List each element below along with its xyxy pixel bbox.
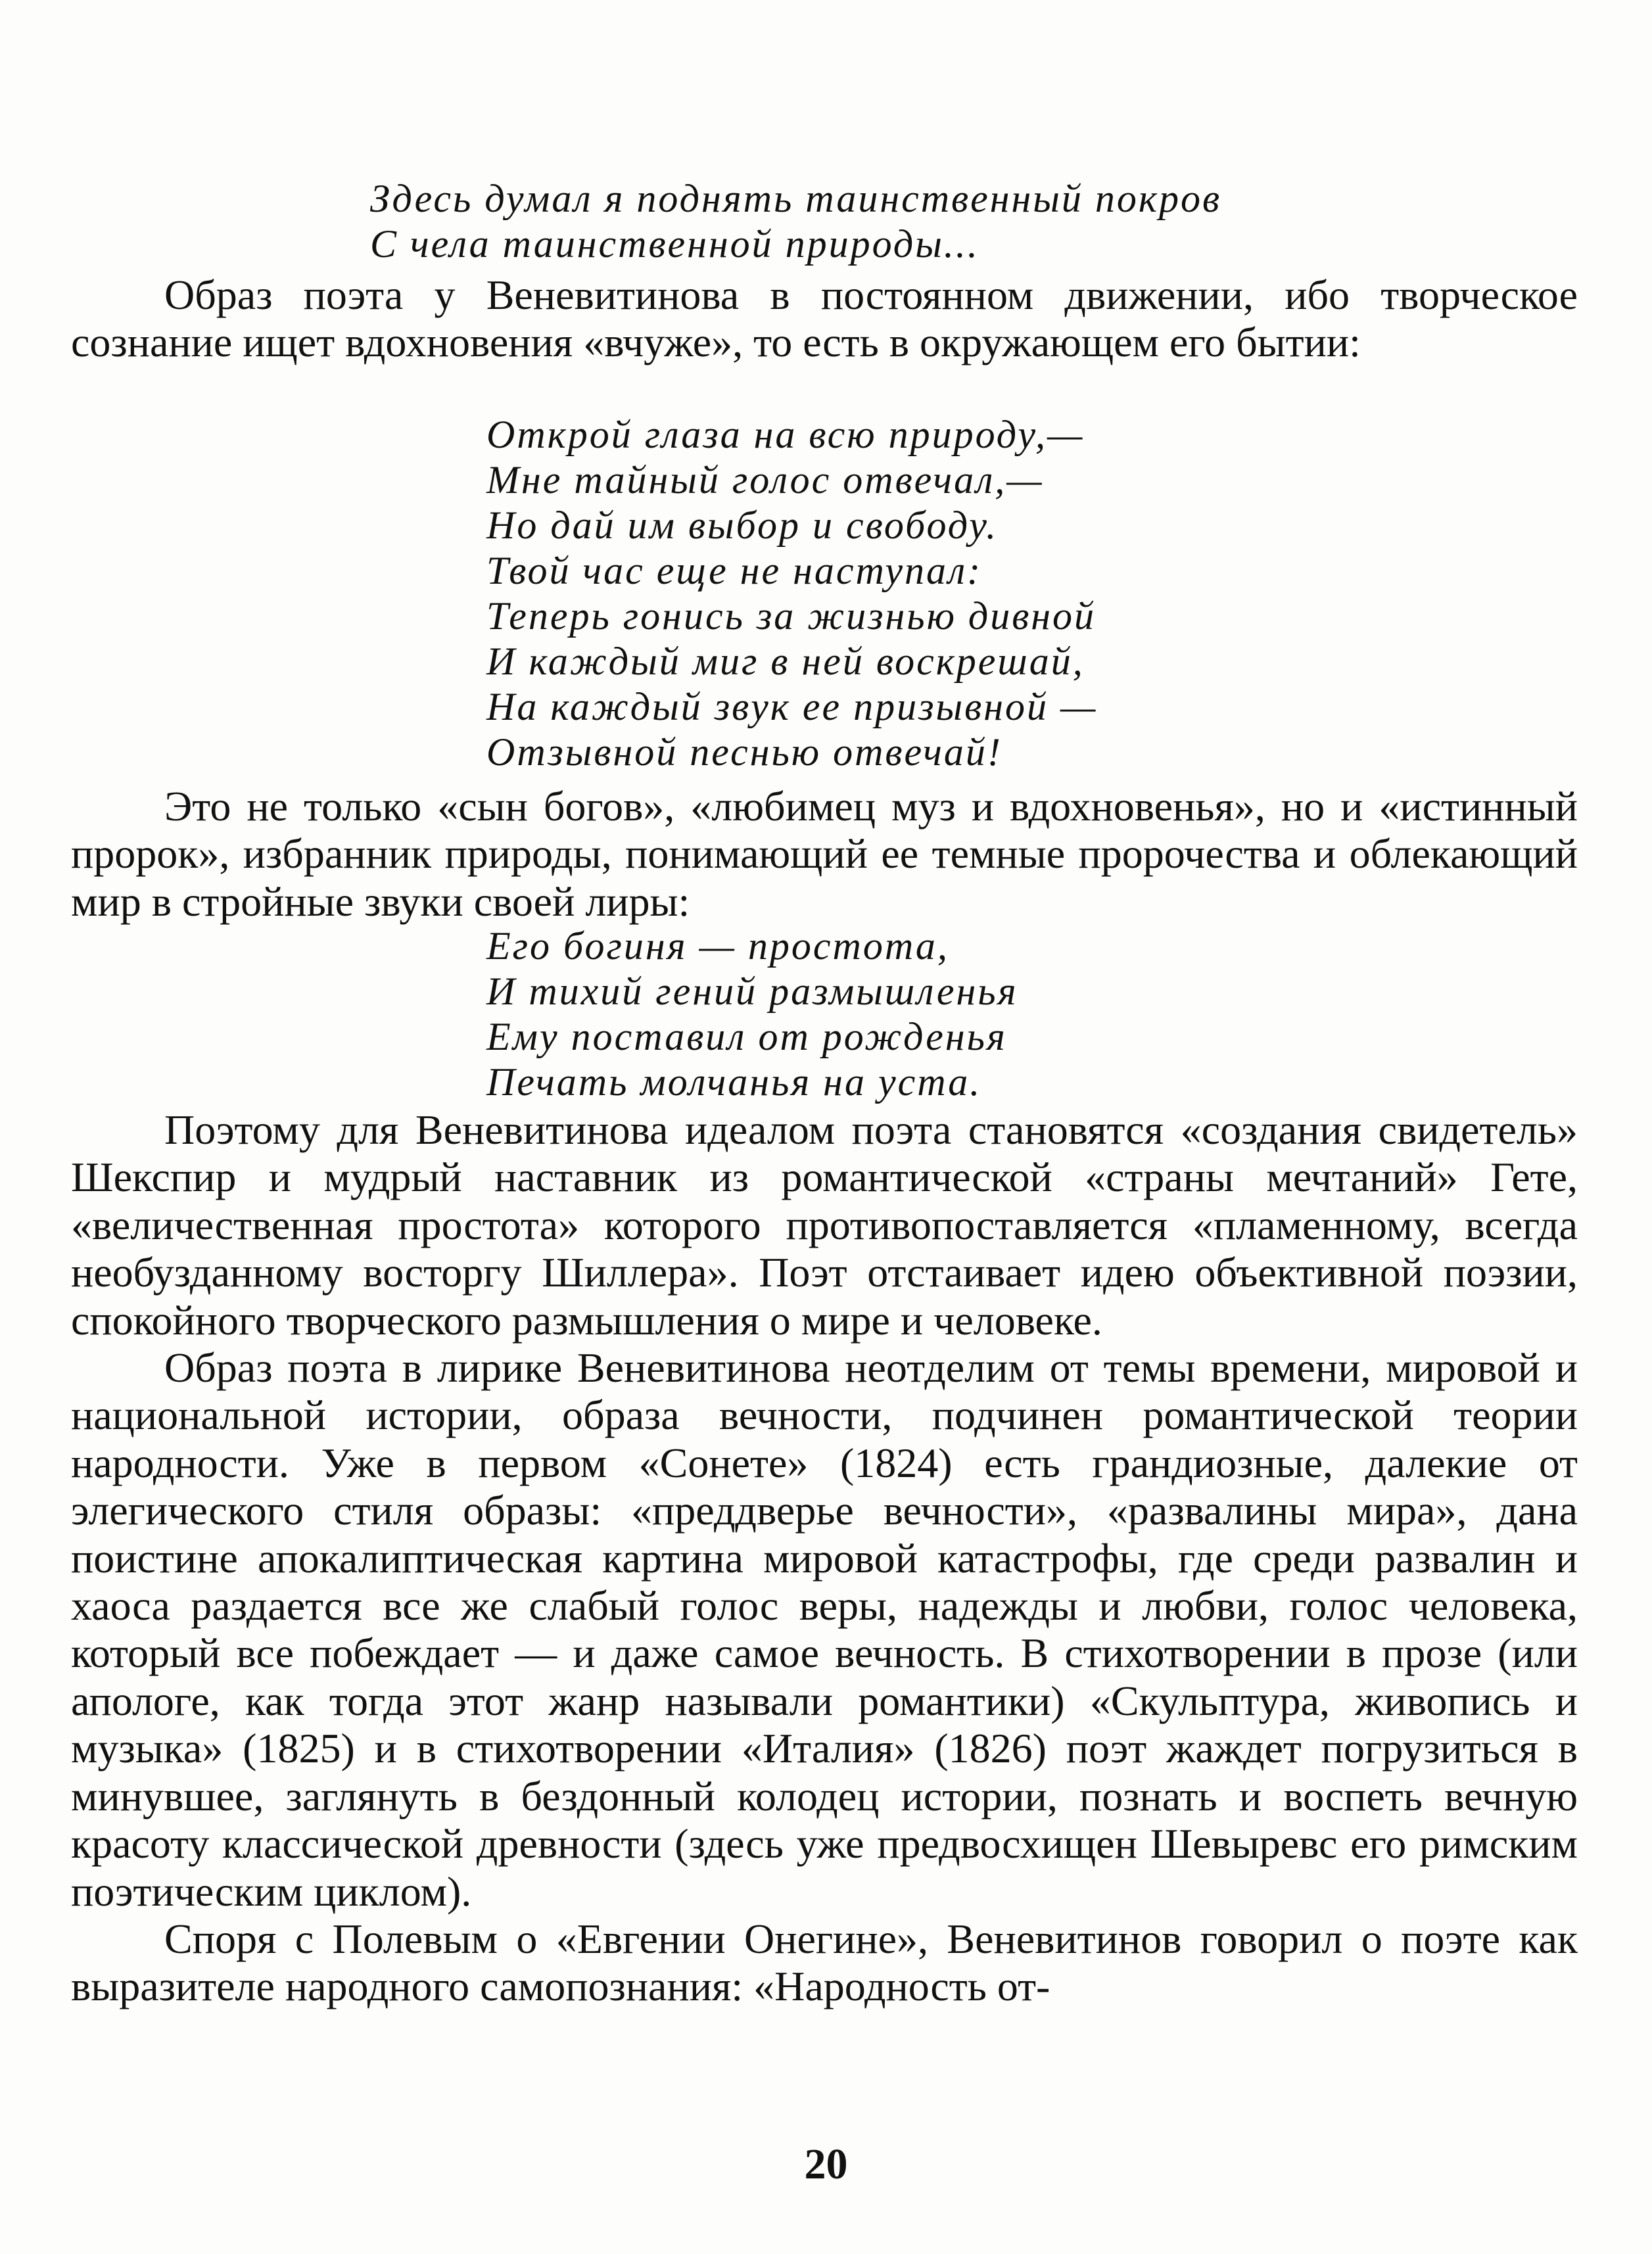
verse-line: Твой час еще не наступал:: [486, 549, 983, 592]
paragraph-2: Это не только «сын богов», «любимец муз и вдохновенья», но и «истинный пророк», избранник природы, понимающий ее темные пророчества и облекающий мир в стройные звуки своей лиры:: [71, 783, 1578, 925]
verse-3: [486, 924, 1018, 1105]
verse-line: На каждый звук ее призывной —: [486, 685, 1098, 728]
paragraph-1-block: [71, 271, 1578, 367]
paragraph-2-block: [71, 783, 1578, 926]
body-text: [71, 1106, 1578, 2011]
verse-1: [370, 176, 1221, 267]
paragraph-4: Образ поэта в лирике Веневитинова неотделим от темы времени, мировой и национальной истории, образа вечности, подчинен романтической теории народности. Уже в первом «Сонете» (1824) есть грандиозные, далекие от элегического стиля образы: «преддверье вечности», «развалины мира», дана поистине апокалиптическая картина мировой катастрофы, где среди развалин и хаоса раздается все же слабый голос веры, надежды и любви, голос человека, который все побеждает — и даже самое вечность. В стихотворении в прозе (или апологе, как тогда этот жанр называли романтики) «Скульптура, живопись и музыка» (1825) и в стихотворении «Италия» (1826) поэт жаждет погрузиться в минувшее, заглянуть в бездонный колодец истории, познать и воспеть вечную красоту классической древности (здесь уже предвосхищен Шевыревс его римским поэтическим циклом).: [71, 1344, 1578, 1915]
paragraph-5: Споря с Полевым о «Евгении Онегине», Веневитинов говорил о поэте как выразителе народного самопознания: «Народность от-: [71, 1915, 1578, 2010]
verse-line: Его богиня — простота,: [486, 924, 949, 968]
verse-line: И каждый миг в ней воскрешай,: [486, 640, 1085, 683]
verse-2: [486, 412, 1097, 775]
verse-line: Открой глаза на всю природу,—: [486, 413, 1085, 456]
verse-line: Ему поставил от рожденья: [486, 1015, 1007, 1058]
paragraph-3: Поэтому для Веневитинова идеалом поэта становятся «создания свидетель» Шекспир и мудрый наставник из романтической «страны мечтаний» Гете, «величественная простота» которого противопоставляется «пламенному, всегда необузданному восторгу Шиллера». Поэт отстаивает идею объективной поэзии, спокойного творческого размышления о мире и человеке.: [71, 1106, 1578, 1344]
verse-line: Но дай им выбор и свободу.: [486, 504, 999, 547]
verse-line: Здесь думал я поднять таинственный покров: [370, 177, 1221, 220]
verse-line: Мне тайный голос отвечал,—: [486, 458, 1044, 502]
verse-line: Отзывной песнью отвечай!: [486, 730, 1003, 774]
verse-line: Теперь гонись за жизнью дивной: [486, 594, 1097, 638]
page-number: 20: [804, 2140, 848, 2188]
paragraph-1: Образ поэта у Веневитинова в постоянном движении, ибо творческое сознание ищет вдохновения «вчуже», то есть в окружающем его бытии:: [71, 271, 1578, 366]
verse-line: С чела таинственной природы...: [370, 222, 979, 266]
verse-line: Печать молчанья на уста.: [486, 1060, 982, 1104]
verse-line: И тихий гений размышленья: [486, 970, 1018, 1013]
